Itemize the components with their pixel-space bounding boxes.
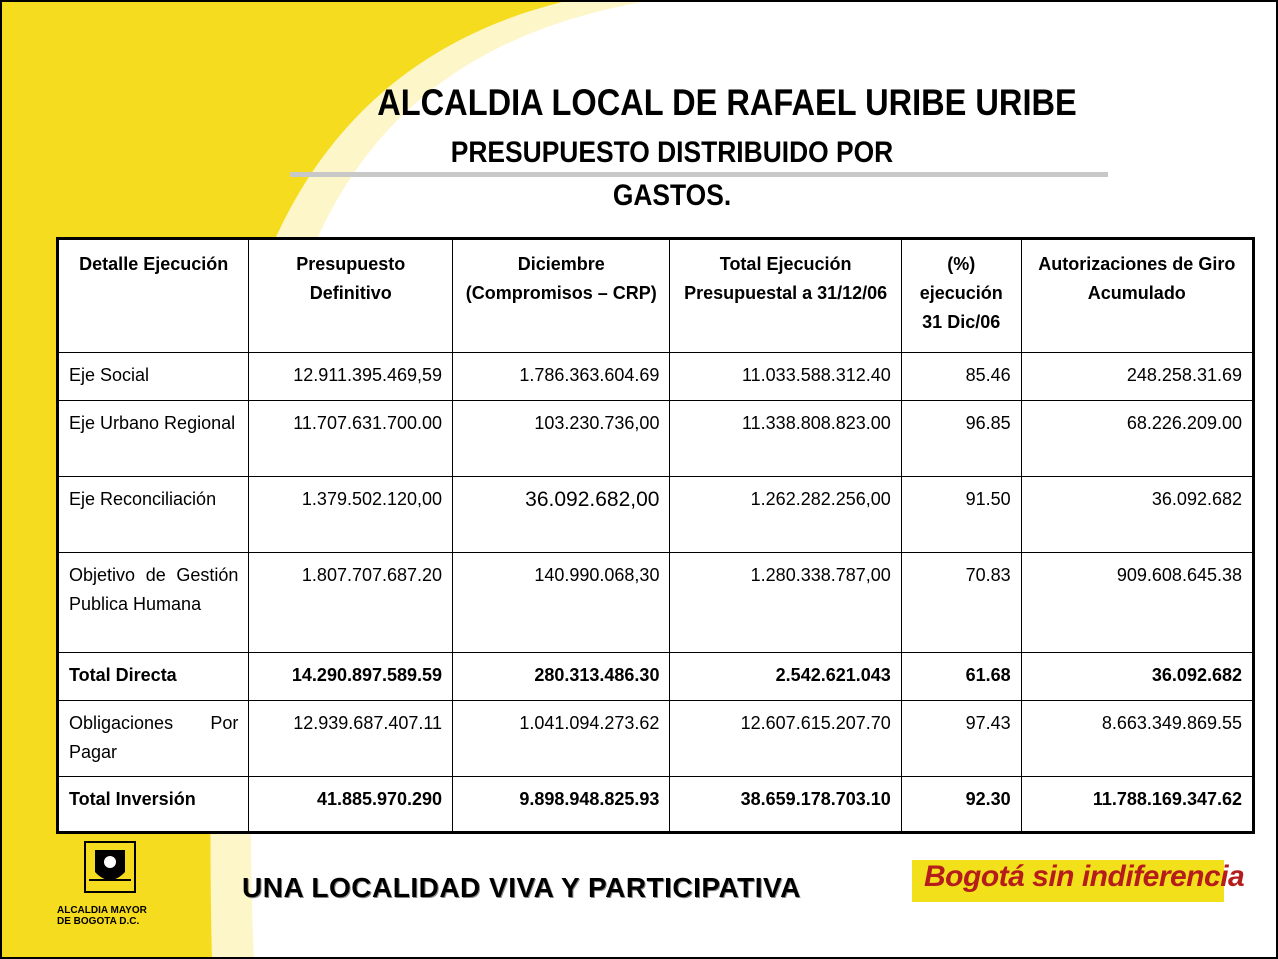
budget-table xyxy=(56,237,1255,834)
table-cell: 12.607.615.207.70 xyxy=(670,701,901,777)
table-cell: 36.092.682 xyxy=(1021,477,1253,553)
logo-text-line2: DE BOGOTA D.C. xyxy=(57,916,140,927)
logo-text-line1: ALCALDIA MAYOR xyxy=(57,905,147,916)
table-row-total-inversion xyxy=(58,777,1254,833)
table-cell: 280.313.486.30 xyxy=(453,653,670,701)
table-cell: 1.786.363.604.69 xyxy=(453,353,670,401)
table-row xyxy=(58,477,1254,553)
table-cell: 9.898.948.825.93 xyxy=(453,777,670,833)
table-cell: 96.85 xyxy=(901,401,1021,477)
header-presupuesto: Presupuesto Definitivo xyxy=(249,239,453,353)
table-cell: 68.226.209.00 xyxy=(1021,401,1253,477)
slogan: UNA LOCALIDAD VIVA Y PARTICIPATIVA xyxy=(242,872,801,903)
table-cell: 12.939.687.407.11 xyxy=(249,701,453,777)
header-diciembre: Diciembre (Compromisos – CRP) xyxy=(453,239,670,353)
table-cell: 248.258.31.69 xyxy=(1021,353,1253,401)
table-row-total-directa xyxy=(58,653,1254,701)
table-cell: 1.262.282.256,00 xyxy=(670,477,901,553)
table-cell: 97.43 xyxy=(901,701,1021,777)
row-label: Obligaciones Por Pagar xyxy=(58,701,249,777)
table-cell: 91.50 xyxy=(901,477,1021,553)
table-cell: 36.092.682 xyxy=(1021,653,1253,701)
table-cell: 36.092.682,00 xyxy=(453,477,670,553)
row-label: Eje Social xyxy=(58,353,249,401)
table-row xyxy=(58,701,1254,777)
row-label: Total Directa xyxy=(58,653,249,701)
table-cell: 140.990.068,30 xyxy=(453,553,670,653)
header-porcentaje: (%) ejecución 31 Dic/06 xyxy=(901,239,1021,353)
table-cell: 38.659.178.703.10 xyxy=(670,777,901,833)
table-row xyxy=(58,553,1254,653)
title-underline xyxy=(290,172,1108,177)
row-label: Total Inversión xyxy=(58,777,249,833)
header-autorizaciones: Autorizaciones de Giro Acumulado xyxy=(1021,239,1253,353)
table-cell: 12.911.395.469,59 xyxy=(249,353,453,401)
header-total-ejecucion: Total Ejecución Presupuestal a 31/12/06 xyxy=(670,239,901,353)
table-cell: 11.338.808.823.00 xyxy=(670,401,901,477)
table-cell: 70.83 xyxy=(901,553,1021,653)
brand-text: Bogotá sin indiferencia xyxy=(924,860,1245,893)
table-cell: 8.663.349.869.55 xyxy=(1021,701,1253,777)
table-cell: 909.608.645.38 xyxy=(1021,553,1253,653)
row-label: Eje Urbano Regional xyxy=(58,401,249,477)
table-cell: 1.807.707.687.20 xyxy=(249,553,453,653)
table-header-row xyxy=(58,239,1254,353)
table-cell: 11.707.631.700.00 xyxy=(249,401,453,477)
table-row xyxy=(58,353,1254,401)
table-cell: 103.230.736,00 xyxy=(453,401,670,477)
table-cell: 14.290.897.589.59 xyxy=(249,653,453,701)
alcaldia-mayor-logo xyxy=(57,840,167,927)
table-cell: 61.68 xyxy=(901,653,1021,701)
subtitle-line-2: GASTOS. xyxy=(612,179,732,212)
header-detalle: Detalle Ejecución xyxy=(58,239,249,353)
table-cell: 41.885.970.290 xyxy=(249,777,453,833)
table-cell: 1.379.502.120,00 xyxy=(249,477,453,553)
row-label: Eje Reconciliación xyxy=(58,477,249,553)
subtitle-line-1: PRESUPUESTO DISTRIBUIDO POR xyxy=(450,136,894,169)
table-cell: 85.46 xyxy=(901,353,1021,401)
page-title: ALCALDIA LOCAL DE RAFAEL URIBE URIBE xyxy=(377,82,1077,123)
table-cell: 1.280.338.787,00 xyxy=(670,553,901,653)
coat-of-arms-icon xyxy=(57,840,167,900)
table-cell: 1.041.094.273.62 xyxy=(453,701,670,777)
table-row xyxy=(58,401,1254,477)
table-cell: 11.033.588.312.40 xyxy=(670,353,901,401)
row-label: Objetivo de Gestión Publica Humana xyxy=(58,553,249,653)
table-cell: 2.542.621.043 xyxy=(670,653,901,701)
table-cell: 11.788.169.347.62 xyxy=(1021,777,1253,833)
table-cell: 92.30 xyxy=(901,777,1021,833)
